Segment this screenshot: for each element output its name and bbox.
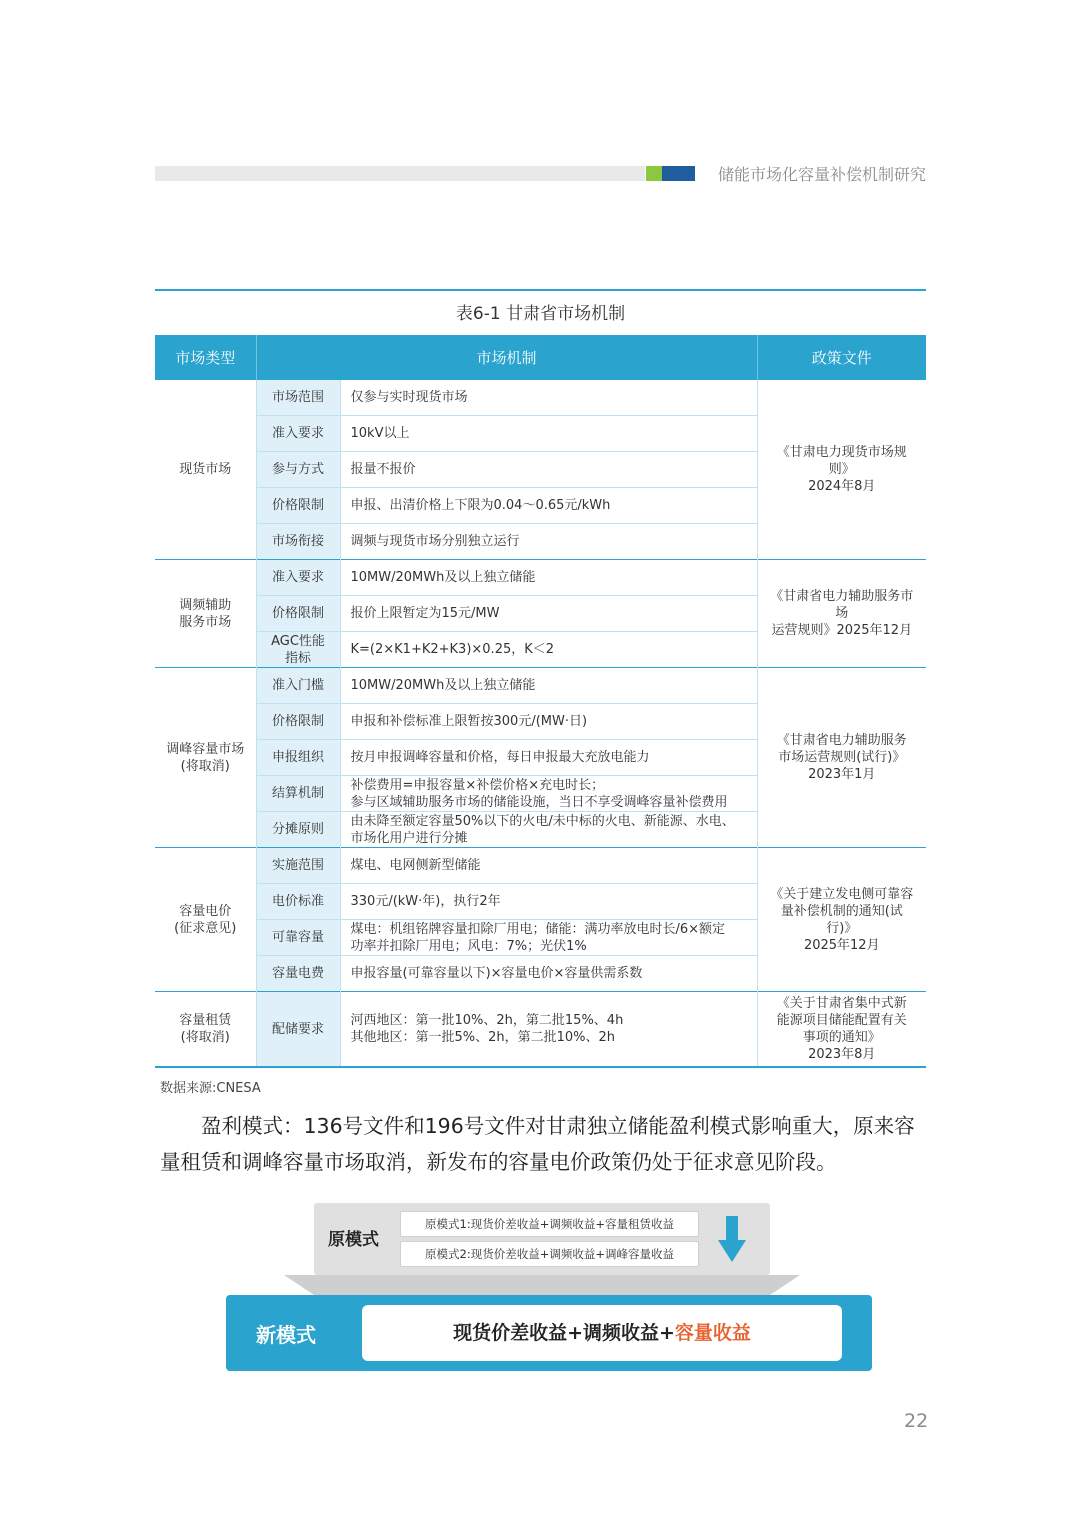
table-body [155,380,926,1067]
policy-document-cell: 《甘肃电力现货市场规则》 2024年8月 [757,380,926,560]
old-model-item-2: 原模式2:现货价差收益+调频收益+调峰容量收益 [400,1241,699,1267]
old-model-label: 原模式 [328,1230,379,1250]
page-number: 22 [904,1410,929,1432]
market-type-cell: 容量租赁 (将取消) [155,992,256,1068]
profit-model-diagram [226,1203,872,1371]
mechanism-label-cell: 实施范围 [256,848,340,884]
new-model-accent: 容量收益 [674,1322,751,1344]
mechanism-value-cell: 按月申报调峰容量和价格，每日申报最大充放电能力 [340,740,757,776]
mechanism-label-cell: 分摊原则 [256,812,340,848]
arrow-down-icon [718,1216,746,1264]
mechanism-value-cell: 申报容量(可靠容量以下)×容量电价×容量供需系数 [340,956,757,992]
policy-document-cell: 《甘肃省电力辅助服务市场 运营规则》2025年12月 [757,560,926,668]
policy-document-cell: 《关于建立发电侧可靠容 量补偿机制的通知(试行)》 2025年12月 [757,848,926,992]
header-gray-bar [155,166,645,181]
market-type-cell: 现货市场 [155,380,256,560]
mechanism-label-cell: 结算机制 [256,776,340,812]
new-model-label: 新模式 [256,1323,316,1347]
mechanism-label-cell: 价格限制 [256,596,340,632]
mechanism-value-cell: 煤电、电网侧新型储能 [340,848,757,884]
table-row [155,992,926,1068]
mechanism-label-cell: 配储要求 [256,992,340,1068]
mechanism-value-cell: 10kV以上 [340,416,757,452]
table-title: 表6-1 甘肃省市场机制 [455,304,626,324]
market-type-cell: 调频辅助 服务市场 [155,560,256,668]
market-type-cell: 容量电价 (征求意见) [155,848,256,992]
header-policy-document: 政策文件 [757,335,926,380]
mechanism-value-cell: 330元/(kW·年)，执行2年 [340,884,757,920]
mechanism-label-cell: 电价标准 [256,884,340,920]
header-green-block [646,166,662,181]
table-row [155,380,926,416]
market-type-cell: 调峰容量市场 (将取消) [155,668,256,848]
mechanism-label-cell: 可靠容量 [256,920,340,956]
mechanism-value-cell: 调频与现货市场分别独立运行 [340,524,757,560]
mechanism-label-cell: 准入要求 [256,416,340,452]
mechanism-label-cell: 市场范围 [256,380,340,416]
table-row [155,668,926,704]
mechanism-label-cell: 价格限制 [256,488,340,524]
old-model-box [314,1203,770,1275]
mechanism-value-cell: 报价上限暂定为15元/MW [340,596,757,632]
mechanism-label-cell: 市场衔接 [256,524,340,560]
mechanism-value-cell: 仅参与实时现货市场 [340,380,757,416]
mechanism-label-cell: 准入门槛 [256,668,340,704]
transition-band [284,1275,800,1295]
mechanism-value-cell: 10MW/20MWh及以上独立储能 [340,668,757,704]
mechanism-label-cell: 容量电费 [256,956,340,992]
policy-document-cell: 《甘肃省电力辅助服务 市场运营规则(试行)》 2023年1月 [757,668,926,848]
mechanism-value-cell: 由未降至额定容量50%以下的火电/未中标的火电、新能源、水电、 市场化用户进行分摊 [340,812,757,848]
table-header-row [155,335,926,380]
new-model-text: 现货价差收益+调频收益+ [453,1322,675,1344]
mechanism-label-cell: 准入要求 [256,560,340,596]
policy-document-cell: 《关于甘肃省集中式新 能源项目储能配置有关 事项的通知》 2023年8月 [757,992,926,1068]
header-title: 储能市场化容量补偿机制研究 [718,165,927,184]
mechanism-value-cell: 补偿费用=申报容量×补偿价格×充电时长； 参与区域辅助服务市场的储能设施，当日不享受调峰容量补偿费用 [340,776,757,812]
new-model-formula [362,1305,842,1361]
header-blue-block [662,166,695,181]
mechanism-value-cell: 10MW/20MWh及以上独立储能 [340,560,757,596]
mechanism-value-cell: 申报和补偿标准上限暂按300元/(MW·日) [340,704,757,740]
mechanism-value-cell: 报量不报价 [340,452,757,488]
header-market-mechanism: 市场机制 [256,335,757,380]
mechanism-value-cell: 申报、出清价格上下限为0.04～0.65元/kWh [340,488,757,524]
profit-model-paragraph: 盈利模式：136号文件和196号文件对甘肃独立储能盈利模式影响重大，原来容量租赁和调峰容量市场取消，新发布的容量电价政策仍处于征求意见阶段。 [160,1114,915,1174]
market-mechanism-table [155,335,926,1068]
old-model-item-1: 原模式1:现货价差收益+调频收益+容量租赁收益 [400,1211,699,1237]
table-top-rule [155,289,926,291]
mechanism-value-cell: K=(2×K1+K2+K3)×0.25，K＜2 [340,632,757,668]
mechanism-value-cell: 煤电：机组铭牌容量扣除厂用电；储能：满功率放电时长/6×额定 功率并扣除厂用电；风电：7%；光伏1% [340,920,757,956]
mechanism-label-cell: 参与方式 [256,452,340,488]
data-source-note: 数据来源:CNESA [160,1081,261,1096]
table-row [155,848,926,884]
mechanism-label-cell: 申报组织 [256,740,340,776]
mechanism-value-cell: 河西地区：第一批10%、2h，第二批15%、4h 其他地区：第一批5%、2h，第二批10%、2h [340,992,757,1068]
table-row [155,560,926,596]
new-model-box [226,1295,872,1371]
mechanism-label-cell: AGC性能指标 [256,632,340,668]
header-market-type: 市场类型 [155,335,256,380]
mechanism-label-cell: 价格限制 [256,704,340,740]
